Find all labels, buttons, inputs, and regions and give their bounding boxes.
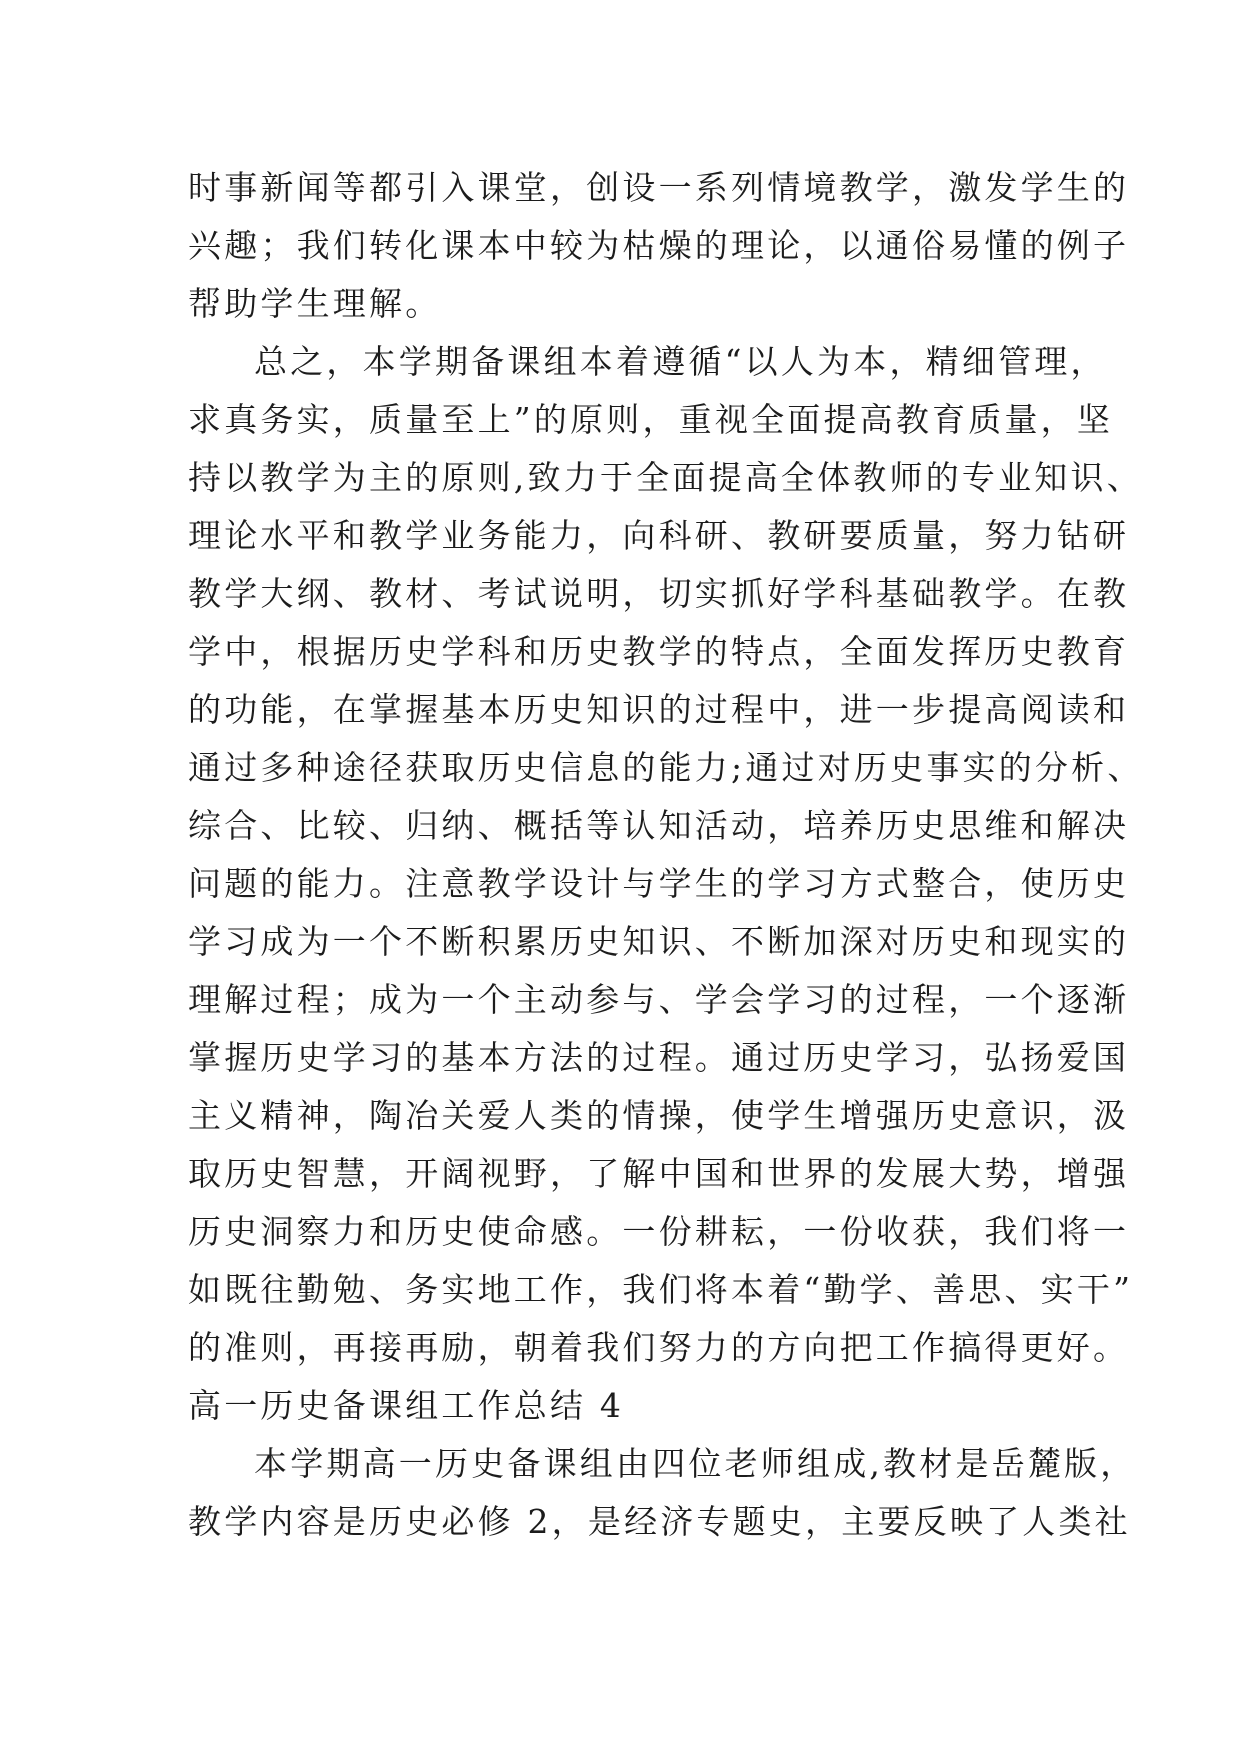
paragraph-first-line: 本学期高一历史备课组由四位老师组成,教材是岳麓版， <box>254 1444 1137 1483</box>
text-line: 教学内容是历史必修 2，是经济专题史，主要反映了人类社 <box>188 1502 1131 1541</box>
text-line: 通过多种途径获取历史信息的能力;通过对历史事实的分析、 <box>188 748 1144 787</box>
text-line: 的功能，在掌握基本历史知识的过程中，进一步提高阅读和 <box>188 690 1130 729</box>
text-line: 教学大纲、教材、考试说明，切实抓好学科基础教学。在教 <box>188 574 1130 613</box>
text-line: 持以教学为主的原则,致力于全面提高全体教师的专业知识、 <box>188 458 1143 497</box>
text-line: 的准则，再接再励，朝着我们努力的方向把工作搞得更好。 <box>188 1328 1130 1367</box>
text-line: 兴趣；我们转化课本中较为枯燥的理论，以通俗易懂的例子 <box>188 226 1130 265</box>
text-line: 理解过程；成为一个主动参与、学会学习的过程，一个逐渐 <box>188 980 1130 1019</box>
text-line: 问题的能力。注意教学设计与学生的学习方式整合，使历史 <box>188 864 1130 903</box>
text-line: 帮助学生理解。 <box>188 284 442 323</box>
text-line: 掌握历史学习的基本方法的过程。通过历史学习，弘扬爱国 <box>188 1038 1130 1077</box>
text-line: 理论水平和教学业务能力，向科研、教研要质量，努力钻研 <box>188 516 1130 555</box>
text-line: 时事新闻等都引入课堂，创设一系列情境教学，激发学生的 <box>188 168 1130 207</box>
text-line: 如既往勤勉、务实地工作，我们将本着“勤学、善思、实干” <box>188 1270 1134 1309</box>
text-line: 求真务实，质量至上”的原则，重视全面提高教育质量，坚 <box>188 400 1114 439</box>
text-line: 学中，根据历史学科和历史教学的特点，全面发挥历史教育 <box>188 632 1130 671</box>
text-line: 主义精神，陶冶关爱人类的情操，使学生增强历史意识，汲 <box>188 1096 1130 1135</box>
text-line: 学习成为一个不断积累历史知识、不断加深对历史和现实的 <box>188 922 1130 961</box>
paragraph-first-line: 总之，本学期备课组本着遵循“以人为本，精细管理， <box>254 342 1107 381</box>
text-line: 综合、比较、归纳、概括等认知活动，培养历史思维和解决 <box>188 806 1130 845</box>
section-heading: 高一历史备课组工作总结 4 <box>188 1386 625 1425</box>
text-line: 取历史智慧，开阔视野，了解中国和世界的发展大势，增强 <box>188 1154 1130 1193</box>
text-line: 历史洞察力和历史使命感。一份耕耘，一份收获，我们将一 <box>188 1212 1130 1251</box>
